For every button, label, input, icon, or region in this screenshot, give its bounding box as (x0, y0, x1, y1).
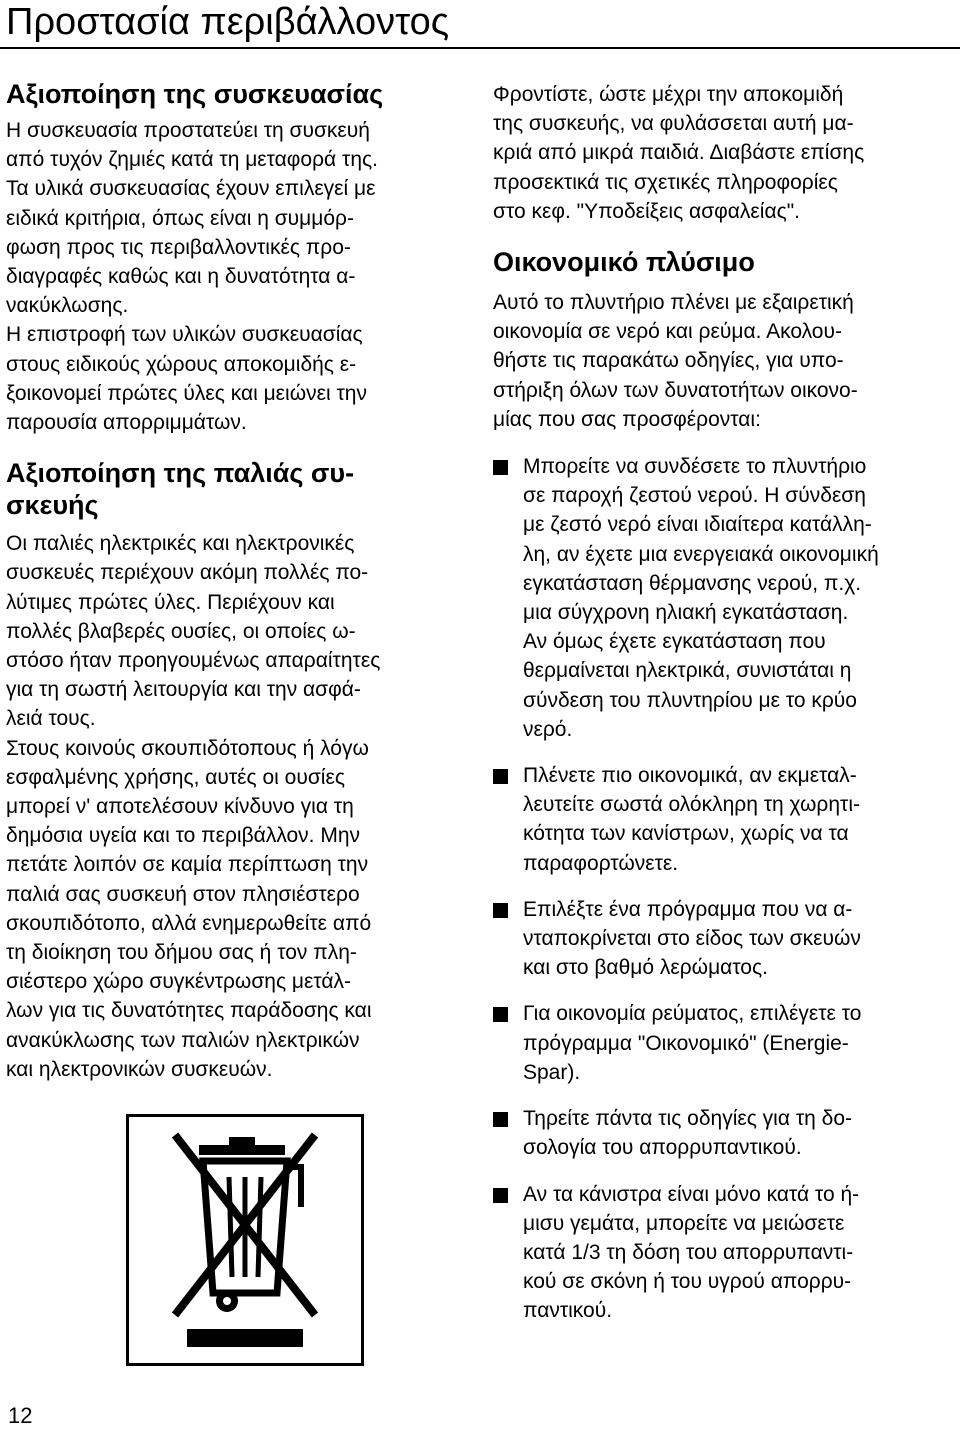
text-line: Επιλέξτε ένα πρόγραμμα που να α- (523, 897, 853, 921)
right-column (493, 80, 945, 1343)
text-line: σύνδεση του πλυντηρίου με το κρύο (523, 688, 857, 712)
section-heading-packaging: Αξιοποίηση της συσκευασίας (6, 79, 384, 109)
text-line: θερμαίνεται ηλεκτρικά, συνιστάται η (523, 659, 852, 683)
section-heading-economical-washing: Οικονομικό πλύσιμο (493, 247, 755, 278)
text-line: της συσκευής, να φυλάσσεται αυτή μα- (493, 112, 854, 136)
title-divider (0, 47, 960, 49)
text-line: Στους κοινούς σκουπιδότοπους ή λόγω (6, 736, 369, 760)
text-line: νταποκρίνεται στο είδος των σκευών (523, 927, 861, 951)
text-line: κού σε σκόνη ή του υγρού απορρυ- (523, 1270, 852, 1294)
text-line: Για οικονομία ρεύματος, επιλέγετε το (523, 1002, 862, 1026)
text-line: λων για τις δυνατότητες παράδοσης και (6, 999, 372, 1023)
text-line: στο κεφ. "Υποδείξεις ασφαλείας". (493, 199, 800, 223)
old-appliance-text (6, 529, 468, 1084)
text-line: στόσο ήταν προηγουμένως απαραίτητες (6, 649, 381, 673)
list-item (493, 1104, 945, 1162)
text-line: κατά 1/3 τη δόση του απορρυπαντι- (523, 1240, 854, 1264)
text-line: ανακύκλωσης των παλιών ηλεκτρικών (6, 1028, 360, 1052)
text-line: κριά από μικρά παιδιά. Διαβάστε επίσης (493, 141, 865, 165)
text-line: λειά τους. (6, 707, 96, 731)
text-line: από τυχόν ζημιές κατά τη μεταφορά της. (6, 148, 378, 172)
text-line: τη διοίκηση του δήμου σας ή τον πλη- (6, 941, 357, 965)
text-line: Η επιστροφή των υλικών συσκευασίας (6, 323, 363, 347)
page-title: Προστασία περιβάλλοντος (6, 1, 450, 43)
text-line: Οι παλιές ηλεκτρικές και ηλεκτρονικές (6, 532, 355, 556)
square-bullet-icon (493, 460, 508, 475)
text-line: σολογία του απορρυπαντικού. (523, 1136, 802, 1160)
text-line: Φροντίστε, ώστε μέχρι την αποκομιδή (493, 83, 844, 106)
text-line: παντικού. (523, 1299, 613, 1323)
square-bullet-icon (493, 1007, 508, 1022)
text-line: και ηλεκτρονικών συσκευών. (6, 1057, 273, 1081)
text-line: Αυτό το πλυντήριο πλένει με εξαιρετική (493, 291, 854, 315)
text-line: ειδικά κριτήρια, όπως είναι η συμμόρ- (6, 206, 354, 230)
text-line: μπορεί ν' αποτελέσουν κίνδυνο για τη (6, 795, 354, 819)
text-line: φωση προς τις περιβαλλοντικές προ- (6, 235, 351, 259)
text-line: προσεκτικά τις σχετικές πληροφορίες (493, 170, 838, 194)
text-line: στήριξη όλων των δυνατοτήτων οικονο- (493, 378, 858, 402)
text-line: θήστε τις παρακάτω οδηγίες, για υπο- (493, 349, 844, 373)
text-line: μισυ γεμάτα, μπορείτε να μειώσετε (523, 1211, 845, 1235)
text-line: πρόγραμμα "Οικονομικό" (Energie- (523, 1031, 849, 1055)
text-line: Αν όμως έχετε εγκατάσταση που (523, 630, 826, 654)
crossed-out-wheelie-bin-icon (126, 1114, 364, 1366)
square-bullet-icon (493, 769, 508, 784)
text-line: νερό. (523, 717, 573, 741)
heading-line: Αξιοποίηση της παλιάς συ- (6, 458, 355, 489)
square-bullet-icon (493, 903, 508, 918)
text-line: Τα υλικά συσκευασίας έχουν επιλεγεί με (6, 177, 376, 201)
text-line: με ζεστό νερό είναι ιδιαίτερα κατάλλη- (523, 513, 872, 537)
text-line: λη, αν έχετε μια ενεργειακά οικονομική (523, 542, 879, 566)
text-line: μια σύγχρονη ηλιακή εγκατάσταση. (523, 601, 849, 625)
square-bullet-icon (493, 1112, 508, 1127)
text-line: και στο βαθμό λερώματος. (523, 956, 768, 980)
text-line: Τηρείτε πάντα τις οδηγίες για τη δο- (523, 1107, 852, 1131)
text-line: σε παροχή ζεστού νερού. Η σύνδεση (523, 484, 866, 508)
text-line: στους ειδικούς χώρους αποκομιδής ε- (6, 352, 357, 376)
list-item (493, 761, 945, 878)
text-line: Αν τα κάνιστρα είναι μόνο κατά το ή- (523, 1182, 860, 1206)
text-line: Πλένετε πιο οικονομικά, αν εκμεταλ- (523, 764, 857, 788)
economical-washing-text (493, 288, 945, 434)
text-line: πολλές βλαβερές ουσίες, οι οποίες ω- (6, 619, 356, 643)
square-bullet-icon (493, 1188, 508, 1203)
list-item (493, 895, 945, 983)
text-line: νακύκλωσης. (6, 294, 129, 318)
section-heading-old-appliance (6, 457, 468, 521)
text-line: Spar). (523, 1060, 581, 1084)
text-line: κότητα των κανίστρων, χωρίς να τα (523, 822, 849, 846)
text-line: λύτιμες πρώτες ύλες. Περιέχουν και (6, 590, 335, 614)
text-line: Η συσκευασία προστατεύει τη συσκευή (6, 119, 370, 142)
left-column (6, 78, 468, 1084)
text-line: σιέστερο χώρο συγκέντρωσης μετάλ- (6, 970, 352, 994)
tips-list (493, 452, 945, 1325)
text-line: παρουσία απορριμμάτων. (6, 411, 247, 435)
text-line: δημόσια υγεία και το περιβάλλον. Μην (6, 824, 361, 848)
text-line: οικονομία σε νερό και ρεύμα. Ακολου- (493, 320, 842, 344)
text-line: παλιά σας συσκευή στον πλησιέστερο (6, 882, 360, 906)
list-item (493, 452, 945, 744)
packaging-text (6, 116, 468, 437)
intro-text (493, 80, 945, 226)
text-line: συσκευές περιέχουν ακόμη πολλές πο- (6, 561, 369, 585)
heading-line: σκευής (6, 490, 99, 521)
list-item (493, 1180, 945, 1326)
page-number: 12 (8, 1403, 33, 1428)
text-line: μίας που σας προσφέρονται: (493, 407, 761, 431)
text-line: παραφορτώνετε. (523, 851, 679, 875)
text-line: σκουπιδότοπο, αλλά ενημερωθείτε από (6, 911, 372, 935)
text-line: για τη σωστή λειτουργία και την ασφά- (6, 678, 361, 702)
text-line: εγκατάσταση θέρμανσης νερού, π.χ. (523, 571, 862, 595)
text-line: ξοικονομεί πρώτες ύλες και μειώνει την (6, 381, 367, 405)
text-line: διαγραφές καθώς και η δυνατότητα α- (6, 265, 356, 289)
text-line: εσφαλμένης χρήσης, αυτές οι ουσίες (6, 765, 345, 789)
text-line: λευτείτε σωστά ολόκληρη τη χωρητι- (523, 793, 860, 817)
text-line: Μπορείτε να συνδέσετε το πλυντήριο (523, 455, 867, 479)
text-line: πετάτε λοιπόν σε καμία περίπτωση την (6, 853, 369, 877)
list-item (493, 999, 945, 1087)
